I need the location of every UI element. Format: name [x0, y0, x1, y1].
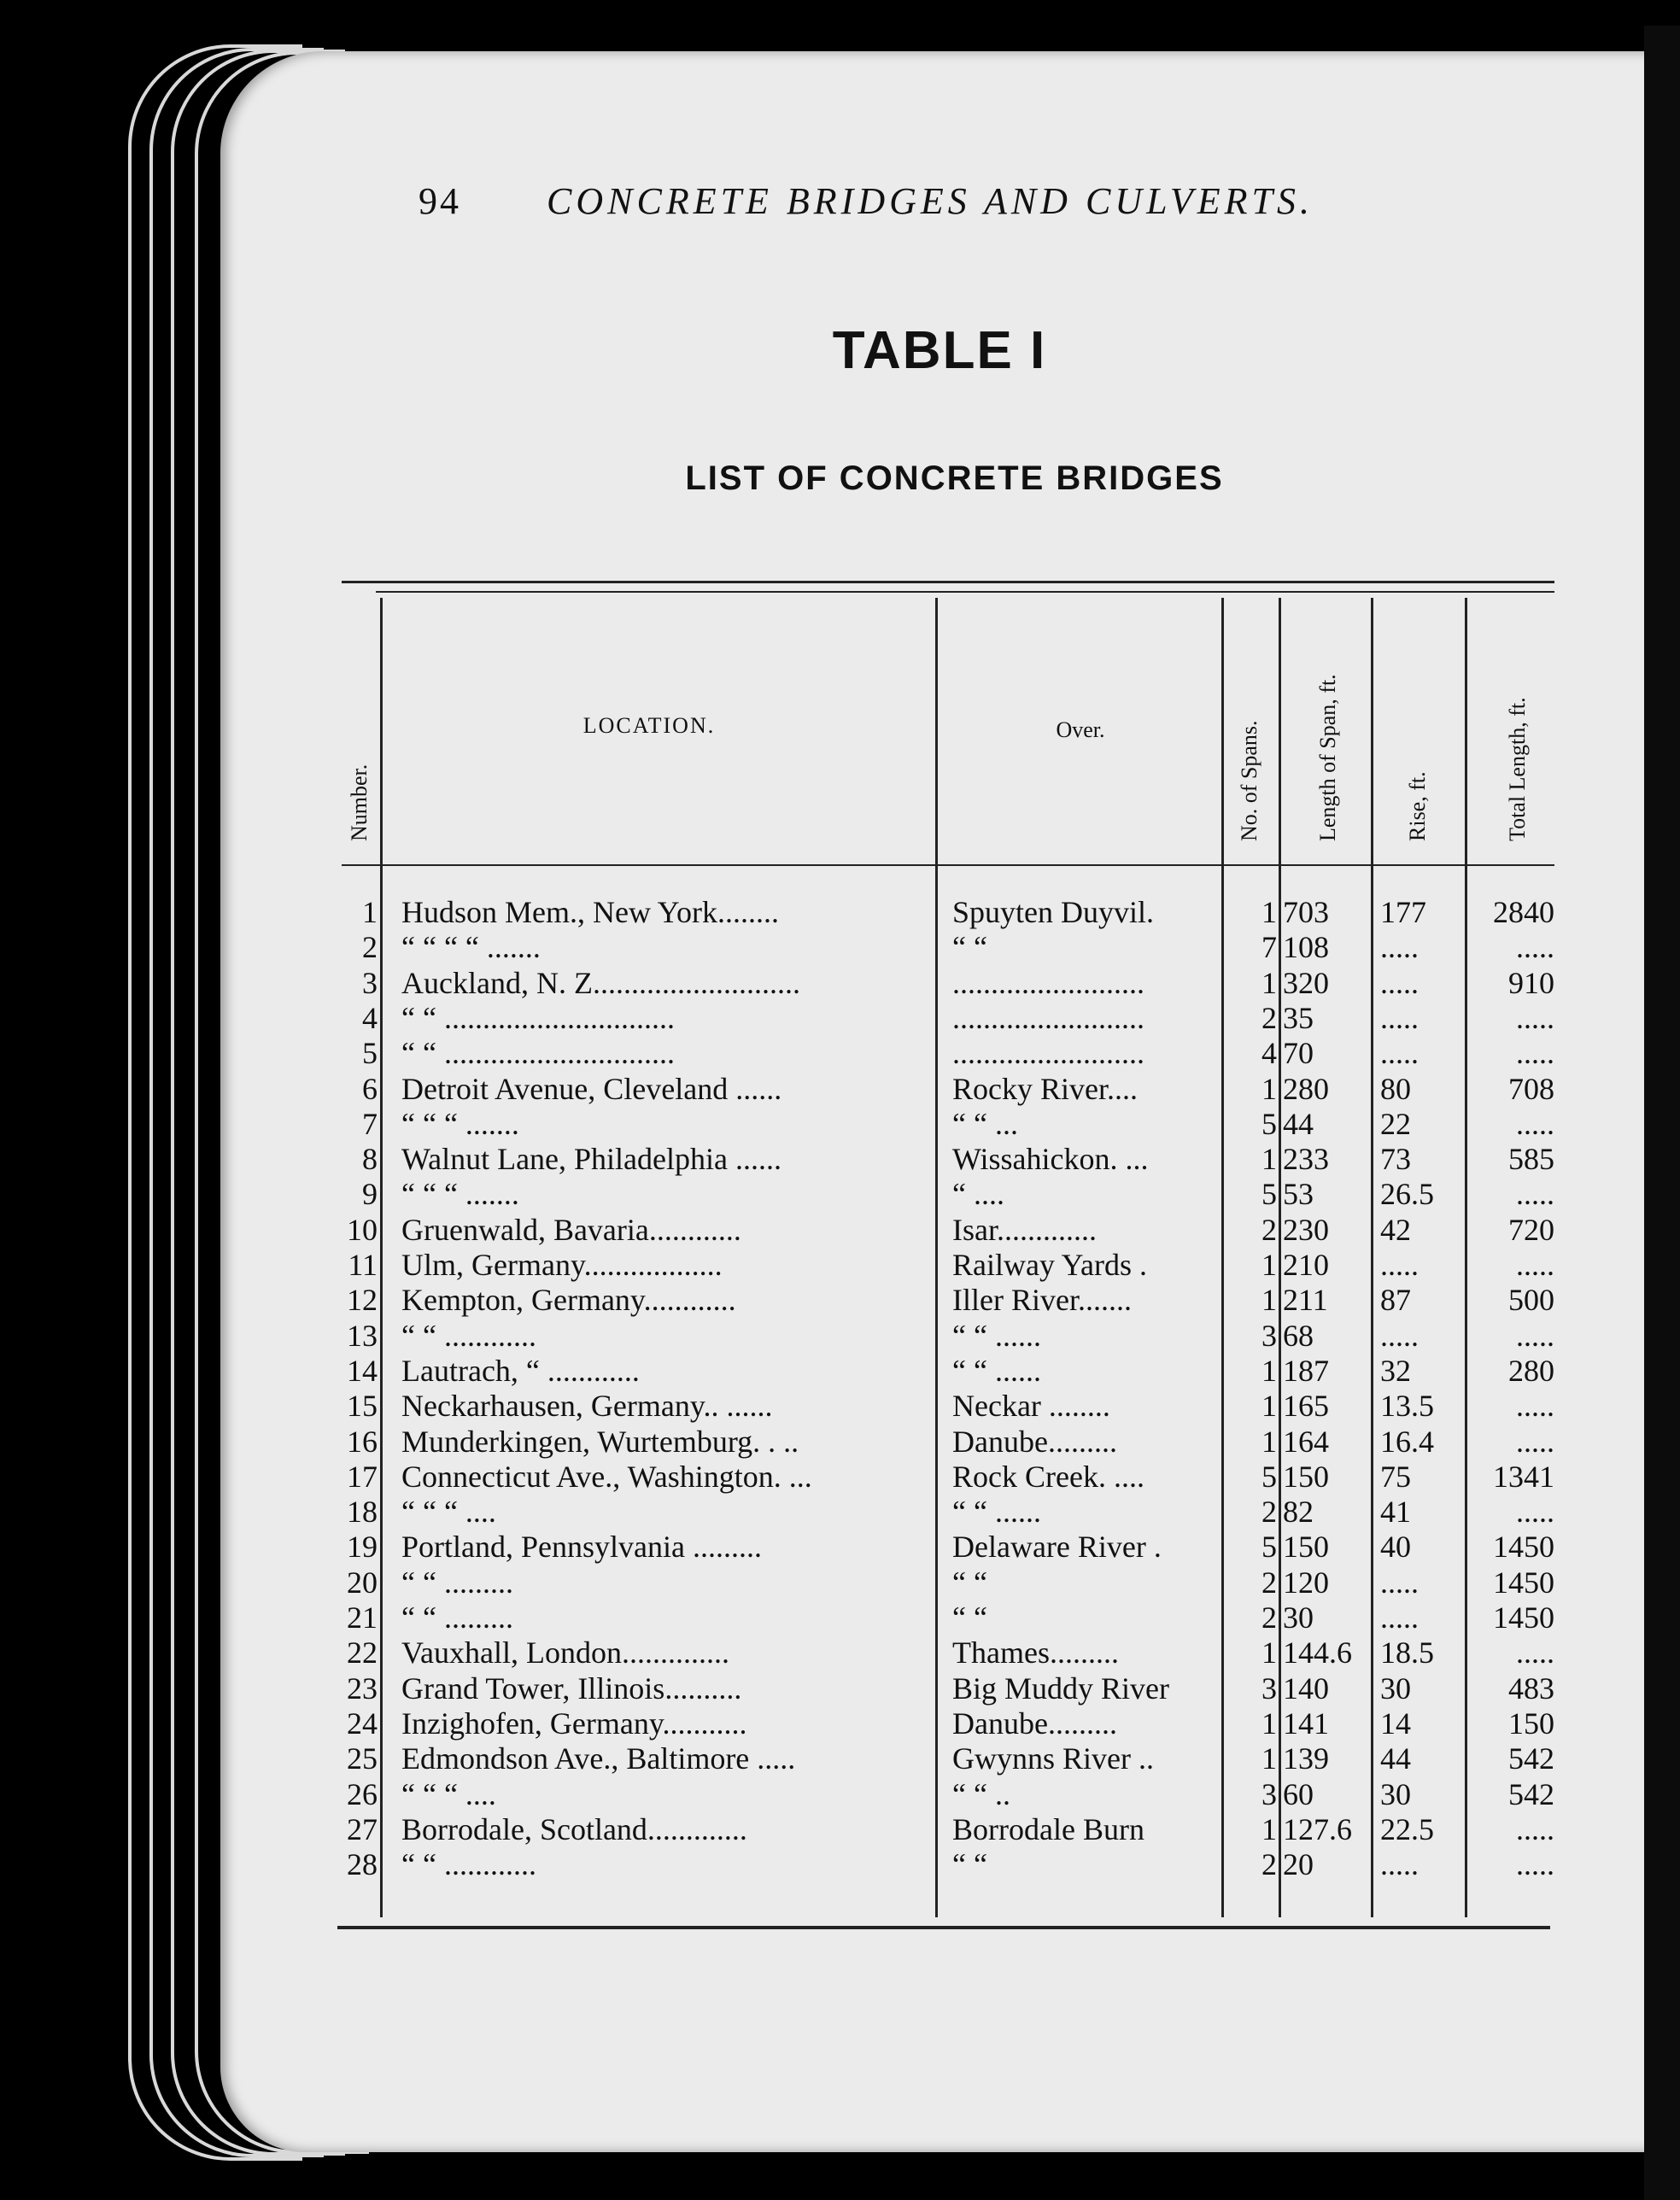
over-cell: Rocky River.... — [952, 1071, 1138, 1106]
spans-cell: 3 — [1261, 1776, 1277, 1811]
location-cell: “ “ .............................. — [401, 1036, 675, 1071]
total-length-cell: ..... — [1516, 1847, 1554, 1882]
table-row — [0, 1283, 1680, 1318]
spans-cell: 1 — [1261, 1283, 1277, 1318]
table-row — [0, 1213, 1680, 1248]
rise-cell: 73 — [1380, 1142, 1411, 1177]
rise-cell: 13.5 — [1380, 1389, 1434, 1424]
location-cell: Walnut Lane, Philadelphia ...... — [401, 1142, 781, 1177]
row-number: 14 — [347, 1353, 378, 1388]
span-length-cell: 230 — [1283, 1212, 1329, 1247]
span-length-cell: 108 — [1283, 930, 1329, 965]
spans-cell: 3 — [1261, 1670, 1277, 1706]
over-cell: Isar............. — [952, 1212, 1097, 1247]
row-number: 11 — [348, 1248, 378, 1282]
span-length-cell: 70 — [1283, 1036, 1314, 1071]
rise-cell: ..... — [1380, 1847, 1419, 1882]
header-rise: Rise, ft. — [1405, 771, 1430, 841]
rise-cell: 30 — [1380, 1670, 1411, 1706]
over-cell: Rock Creek. .... — [952, 1459, 1144, 1494]
spans-cell: 1 — [1261, 1389, 1277, 1424]
location-cell: Inzighofen, Germany........... — [401, 1706, 747, 1741]
span-length-cell: 187 — [1283, 1353, 1329, 1388]
spans-cell: 1 — [1261, 1071, 1277, 1106]
location-cell: “ “ ............ — [401, 1847, 536, 1882]
rise-cell: ..... — [1380, 1318, 1419, 1353]
total-length-cell: ..... — [1516, 1177, 1554, 1212]
over-cell: Big Muddy River — [952, 1670, 1170, 1706]
location-cell: Borrodale, Scotland............. — [401, 1811, 747, 1846]
table-row — [0, 1248, 1680, 1283]
span-length-cell: 120 — [1283, 1565, 1329, 1600]
table-row — [0, 1036, 1680, 1071]
total-length-cell: 2840 — [1493, 895, 1554, 929]
spans-cell: 5 — [1261, 1106, 1277, 1141]
table-row — [0, 1389, 1680, 1424]
location-cell: Auckland, N. Z........................... — [401, 965, 800, 1000]
header-total: Total Length, ft. — [1505, 697, 1530, 841]
location-cell: Hudson Mem., New York........ — [401, 895, 780, 929]
table-row — [0, 1706, 1680, 1741]
total-length-cell: 542 — [1508, 1776, 1554, 1811]
span-length-cell: 210 — [1283, 1248, 1329, 1282]
row-number: 5 — [362, 1036, 378, 1071]
rise-cell: ..... — [1380, 1600, 1419, 1635]
row-number: 22 — [347, 1635, 378, 1670]
row-number: 8 — [362, 1142, 378, 1177]
over-cell: Spuyten Duyvil. — [952, 895, 1155, 929]
row-number: 21 — [347, 1600, 378, 1635]
running-title: CONCRETE BRIDGES AND CULVERTS. — [547, 180, 1314, 222]
spans-cell: 1 — [1261, 1811, 1277, 1846]
total-length-cell: ..... — [1516, 1036, 1554, 1071]
rise-cell: 42 — [1380, 1212, 1411, 1247]
row-number: 16 — [347, 1424, 378, 1459]
rise-cell: 30 — [1380, 1776, 1411, 1811]
span-length-cell: 150 — [1283, 1459, 1329, 1494]
running-head — [419, 179, 1375, 231]
spans-cell: 1 — [1261, 1706, 1277, 1741]
rise-cell: 18.5 — [1380, 1635, 1434, 1670]
row-number: 17 — [347, 1459, 378, 1494]
table-row — [0, 1425, 1680, 1460]
rise-cell: 14 — [1380, 1706, 1411, 1741]
row-number: 12 — [347, 1283, 378, 1318]
span-length-cell: 211 — [1283, 1283, 1328, 1318]
rise-cell: ..... — [1380, 965, 1419, 1000]
table-row — [0, 1001, 1680, 1036]
total-length-cell: ..... — [1516, 1389, 1554, 1424]
spans-cell: 4 — [1261, 1036, 1277, 1071]
spans-cell: 5 — [1261, 1530, 1277, 1565]
row-number: 15 — [347, 1389, 378, 1424]
total-length-cell: 483 — [1508, 1670, 1554, 1706]
spans-cell: 2 — [1261, 1565, 1277, 1600]
table-row — [0, 1565, 1680, 1600]
spans-cell: 2 — [1261, 1600, 1277, 1635]
location-cell: Portland, Pennsylvania ......... — [401, 1530, 762, 1565]
table-row — [0, 1600, 1680, 1635]
row-number: 7 — [362, 1106, 378, 1141]
span-length-cell: 20 — [1283, 1847, 1314, 1882]
table-row — [0, 1530, 1680, 1565]
total-length-cell: 542 — [1508, 1741, 1554, 1776]
over-cell: Thames......... — [952, 1635, 1119, 1670]
table-top-rule — [342, 581, 1554, 583]
rise-cell: 16.4 — [1380, 1424, 1434, 1459]
span-length-cell: 35 — [1283, 1000, 1314, 1035]
over-cell: ......................... — [952, 1036, 1144, 1071]
spans-cell: 5 — [1261, 1177, 1277, 1212]
header-length: Length of Span, ft. — [1315, 674, 1340, 841]
header-number: Number. — [347, 764, 372, 841]
total-length-cell: ..... — [1516, 1106, 1554, 1141]
row-number: 9 — [362, 1177, 378, 1212]
location-cell: Lautrach, “ ............ — [401, 1353, 640, 1388]
total-length-cell: 708 — [1508, 1071, 1554, 1106]
spans-cell: 2 — [1261, 1847, 1277, 1882]
total-length-cell: ..... — [1516, 930, 1554, 965]
page-number: 94 — [419, 180, 461, 222]
over-cell: “ “ — [952, 1847, 987, 1882]
table-subtitle: LIST OF CONCRETE BRIDGES — [685, 459, 1224, 497]
over-cell: Railway Yards . — [952, 1248, 1148, 1282]
span-length-cell: 140 — [1283, 1670, 1329, 1706]
span-length-cell: 233 — [1283, 1142, 1329, 1177]
total-length-cell: ..... — [1516, 1811, 1554, 1846]
rise-cell: 41 — [1380, 1495, 1411, 1530]
total-length-cell: ..... — [1516, 1495, 1554, 1530]
table-bottom-rule — [337, 1926, 1550, 1929]
rise-cell: ..... — [1380, 1036, 1419, 1071]
row-number: 18 — [347, 1495, 378, 1530]
header-spans: No. of Spans. — [1237, 720, 1261, 841]
row-number: 20 — [347, 1565, 378, 1600]
row-number: 26 — [347, 1776, 378, 1811]
spans-cell: 2 — [1261, 1000, 1277, 1035]
row-number: 13 — [347, 1318, 378, 1353]
spans-cell: 2 — [1261, 1495, 1277, 1530]
location-cell: “ “ “ .... — [401, 1776, 496, 1811]
total-length-cell: 910 — [1508, 965, 1554, 1000]
rise-cell: 44 — [1380, 1741, 1411, 1776]
over-cell: Iller River....... — [952, 1283, 1132, 1318]
span-length-cell: 60 — [1283, 1776, 1314, 1811]
rise-cell: 75 — [1380, 1459, 1411, 1494]
rise-cell: 32 — [1380, 1353, 1411, 1388]
span-length-cell: 68 — [1283, 1318, 1314, 1353]
over-cell: Gwynns River .. — [952, 1741, 1154, 1776]
span-length-cell: 139 — [1283, 1741, 1329, 1776]
table-row — [0, 966, 1680, 1001]
table-row — [0, 1460, 1680, 1495]
table-row — [0, 1319, 1680, 1354]
location-cell: “ “ ......... — [401, 1600, 513, 1635]
span-length-cell: 141 — [1283, 1706, 1329, 1741]
total-length-cell: ..... — [1516, 1248, 1554, 1282]
rise-cell: ..... — [1380, 1565, 1419, 1600]
location-cell: Gruenwald, Bavaria............ — [401, 1212, 741, 1247]
table-row — [0, 1107, 1680, 1142]
total-length-cell: 1450 — [1493, 1565, 1554, 1600]
row-number: 10 — [347, 1212, 378, 1247]
over-cell: Danube......... — [952, 1424, 1117, 1459]
span-length-cell: 82 — [1283, 1495, 1314, 1530]
span-length-cell: 164 — [1283, 1424, 1329, 1459]
over-cell: Danube......... — [952, 1706, 1117, 1741]
over-cell: “ “ ...... — [952, 1353, 1041, 1388]
spans-cell: 3 — [1261, 1318, 1277, 1353]
rise-cell: 26.5 — [1380, 1177, 1434, 1212]
spans-cell: 1 — [1261, 1635, 1277, 1670]
location-cell: Detroit Avenue, Cleveland ...... — [401, 1071, 782, 1106]
row-number: 19 — [347, 1530, 378, 1565]
table-row — [0, 1741, 1680, 1776]
table-row — [0, 1635, 1680, 1670]
rise-cell: 177 — [1380, 895, 1426, 929]
spans-cell: 1 — [1261, 1142, 1277, 1177]
header-over: Over. — [1056, 717, 1105, 742]
spans-cell: 1 — [1261, 1248, 1277, 1282]
rise-cell: 80 — [1380, 1071, 1411, 1106]
row-number: 1 — [362, 895, 378, 929]
row-number: 6 — [362, 1071, 378, 1106]
spans-cell: 1 — [1261, 1424, 1277, 1459]
table-row — [0, 1812, 1680, 1847]
span-length-cell: 165 — [1283, 1389, 1329, 1424]
total-length-cell: 280 — [1508, 1353, 1554, 1388]
span-length-cell: 127.6 — [1283, 1811, 1352, 1846]
span-length-cell: 150 — [1283, 1530, 1329, 1565]
table-row — [0, 1495, 1680, 1530]
table-row — [0, 1354, 1680, 1389]
row-number: 23 — [347, 1670, 378, 1706]
location-cell: Edmondson Ave., Baltimore ..... — [401, 1741, 796, 1776]
location-cell: “ “ ......... — [401, 1565, 513, 1600]
over-cell: Borrodale Burn — [952, 1811, 1144, 1846]
total-length-cell: ..... — [1516, 1318, 1554, 1353]
total-length-cell: 1450 — [1493, 1530, 1554, 1565]
location-cell: Grand Tower, Illinois.......... — [401, 1670, 742, 1706]
over-cell: “ “ ...... — [952, 1495, 1041, 1530]
over-cell: Delaware River . — [952, 1530, 1162, 1565]
row-number: 24 — [347, 1706, 378, 1741]
table-row — [0, 930, 1680, 965]
span-length-cell: 320 — [1283, 965, 1329, 1000]
over-cell: “ “ ...... — [952, 1318, 1041, 1353]
rise-cell: 87 — [1380, 1283, 1411, 1318]
spans-cell: 1 — [1261, 1353, 1277, 1388]
rise-cell: 22 — [1380, 1106, 1411, 1141]
over-cell: “ “ — [952, 930, 987, 965]
location-cell: Connecticut Ave., Washington. ... — [401, 1459, 812, 1494]
location-cell: Munderkingen, Wurtemburg. . .. — [401, 1424, 799, 1459]
total-length-cell: 150 — [1508, 1706, 1554, 1741]
total-length-cell: ..... — [1516, 1424, 1554, 1459]
rise-cell: ..... — [1380, 1000, 1419, 1035]
row-number: 25 — [347, 1741, 378, 1776]
location-cell: Vauxhall, London.............. — [401, 1635, 729, 1670]
location-cell: “ “ “ .... — [401, 1495, 496, 1530]
total-length-cell: 500 — [1508, 1283, 1554, 1318]
spans-cell: 1 — [1261, 1741, 1277, 1776]
span-length-cell: 53 — [1283, 1177, 1314, 1212]
span-length-cell: 280 — [1283, 1071, 1329, 1106]
table-top-rule-2 — [376, 591, 1554, 593]
over-cell: ......................... — [952, 965, 1144, 1000]
rise-cell: 22.5 — [1380, 1811, 1434, 1846]
over-cell: “ .... — [952, 1177, 1004, 1212]
location-cell: “ “ “ ....... — [401, 1177, 519, 1212]
over-cell: Wissahickon. ... — [952, 1142, 1149, 1177]
row-number: 4 — [362, 1000, 378, 1035]
spans-cell: 1 — [1261, 895, 1277, 929]
over-cell: “ “ — [952, 1565, 987, 1600]
table-row — [0, 1072, 1680, 1107]
over-cell: ......................... — [952, 1000, 1144, 1035]
span-length-cell: 144.6 — [1283, 1635, 1352, 1670]
total-length-cell: ..... — [1516, 1635, 1554, 1670]
location-cell: Kempton, Germany............ — [401, 1283, 736, 1318]
spans-cell: 5 — [1261, 1459, 1277, 1494]
span-length-cell: 44 — [1283, 1106, 1314, 1141]
table-row — [0, 1671, 1680, 1706]
header-location: LOCATION. — [582, 713, 716, 738]
table-row — [0, 895, 1680, 930]
location-cell: “ “ “ ....... — [401, 1106, 519, 1141]
total-length-cell: ..... — [1516, 1000, 1554, 1035]
over-cell: “ “ .. — [952, 1776, 1010, 1811]
rise-cell: ..... — [1380, 1248, 1419, 1282]
rise-cell: ..... — [1380, 930, 1419, 965]
location-cell: Neckarhausen, Germany.. ...... — [401, 1389, 773, 1424]
location-cell: “ “ “ “ ....... — [401, 930, 541, 965]
rise-cell: 40 — [1380, 1530, 1411, 1565]
location-cell: “ “ ............ — [401, 1318, 536, 1353]
spans-cell: 1 — [1261, 965, 1277, 1000]
spans-cell: 2 — [1261, 1212, 1277, 1247]
table-row — [0, 1847, 1680, 1882]
over-cell: “ “ — [952, 1600, 987, 1635]
row-number: 2 — [362, 930, 378, 965]
total-length-cell: 1450 — [1493, 1600, 1554, 1635]
over-cell: Neckar ........ — [952, 1389, 1110, 1424]
table-title: TABLE I — [832, 321, 1047, 380]
table-row — [0, 1142, 1680, 1177]
location-cell: “ “ .............................. — [401, 1000, 675, 1035]
spans-cell: 7 — [1261, 930, 1277, 965]
row-number: 28 — [347, 1847, 378, 1882]
span-length-cell: 30 — [1283, 1600, 1314, 1635]
total-length-cell: 585 — [1508, 1142, 1554, 1177]
table-row — [0, 1177, 1680, 1212]
total-length-cell: 1341 — [1493, 1459, 1554, 1494]
total-length-cell: 720 — [1508, 1212, 1554, 1247]
span-length-cell: 703 — [1283, 895, 1329, 929]
table-row — [0, 1777, 1680, 1812]
over-cell: “ “ ... — [952, 1106, 1018, 1141]
row-number: 27 — [347, 1811, 378, 1846]
row-number: 3 — [362, 965, 378, 1000]
location-cell: Ulm, Germany.................. — [401, 1248, 723, 1282]
